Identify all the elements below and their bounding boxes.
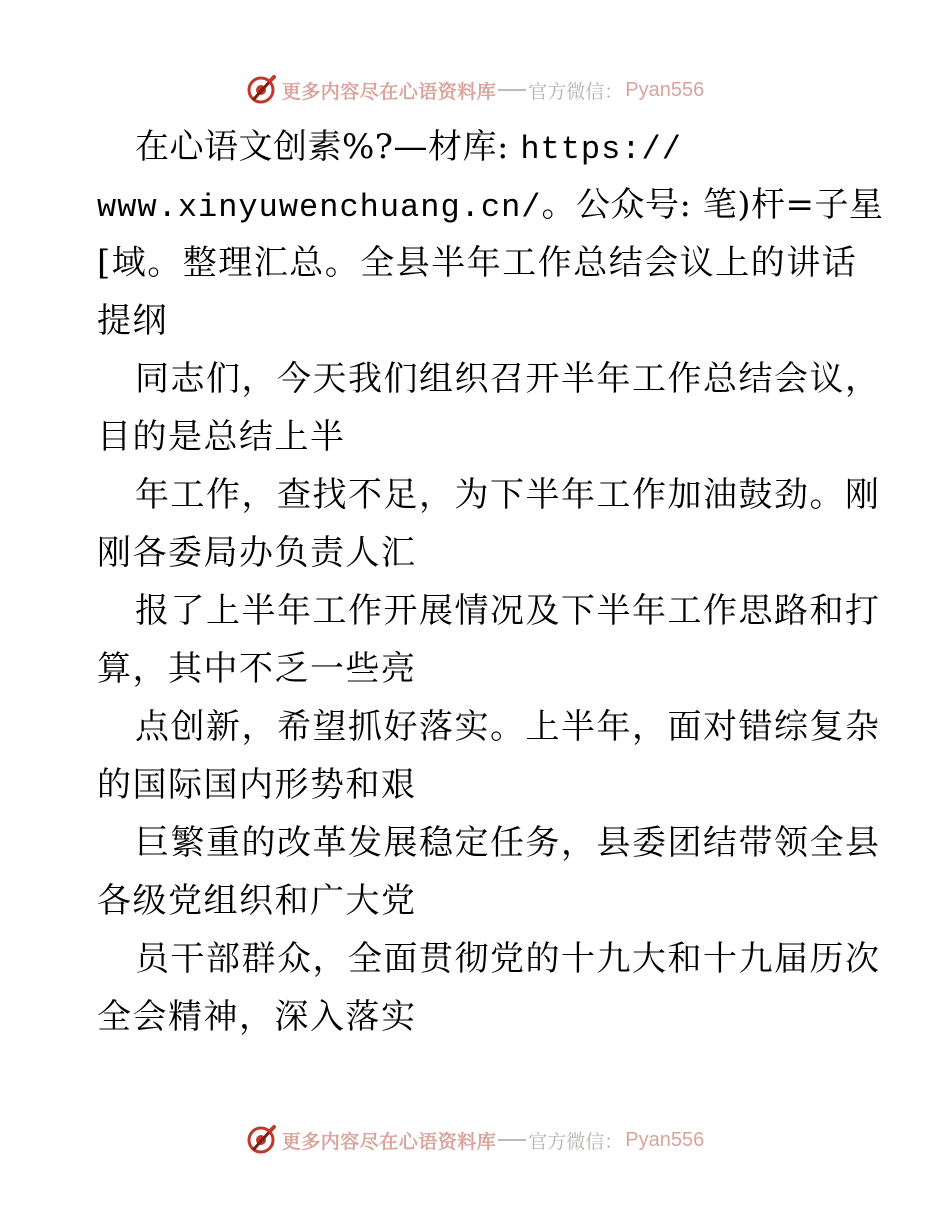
paragraph-line: 全会精神，深入落实 — [97, 997, 417, 1037]
text-line-2 — [97, 176, 884, 234]
banner-divider — [498, 89, 526, 91]
header-banner — [0, 70, 950, 110]
footer-banner — [0, 1120, 950, 1160]
text-line-1 — [97, 118, 867, 176]
paragraph-line: 年工作，查找不足，为下半年工作加油鼓劲。刚 — [135, 475, 881, 515]
paragraph-line: 报了上半年工作开展情况及下半年工作思路和打 — [135, 591, 881, 631]
banner-divider — [498, 1139, 526, 1141]
document-body — [97, 118, 884, 1046]
document-title-line-1: [域。整理汇总。全县半年工作总结会议上的讲话 — [97, 243, 858, 283]
source-prefix: 在心语文创素%?—材库: — [135, 127, 509, 167]
source-suffix: 。公众号: 笔)杆=子星 — [541, 185, 884, 225]
paragraph-line: 同志们，今天我们组织召开半年工作总结会议， — [135, 359, 881, 399]
banner-main-text: 更多内容尽在心语资料库 — [281, 1130, 497, 1153]
source-url-part2: www.xinyuwenchuang.cn/ — [97, 189, 542, 226]
banner-main-text: 更多内容尽在心语资料库 — [281, 80, 497, 103]
pen-circle-logo-icon — [246, 75, 276, 105]
pen-circle-logo-icon — [246, 1125, 276, 1155]
paragraph-line: 目的是总结上半 — [97, 417, 346, 457]
paragraph-line: 刚各委局办负责人汇 — [97, 533, 417, 573]
banner-sub-text: 官方微信： — [528, 1130, 624, 1153]
source-url-part1: https:// — [520, 131, 682, 168]
banner-wechat-id: Pyan556 — [625, 1128, 705, 1151]
paragraph-line: 点创新，希望抓好落实。上半年，面对错综复杂 — [135, 707, 881, 747]
paragraph-line: 的国际国内形势和艰 — [97, 765, 417, 805]
paragraph-line: 各级党组织和广大党 — [97, 881, 417, 921]
banner-sub-text: 官方微信： — [528, 80, 624, 103]
paragraph-line: 算，其中不乏一些亮 — [97, 649, 417, 689]
paragraph-line: 巨繁重的改革发展稳定任务，县委团结带领全县 — [135, 823, 881, 863]
paragraph-line: 员干部群众，全面贯彻党的十九大和十九届历次 — [135, 939, 881, 979]
banner-wechat-id: Pyan556 — [625, 78, 705, 101]
document-title-line-2: 提纲 — [97, 301, 168, 341]
